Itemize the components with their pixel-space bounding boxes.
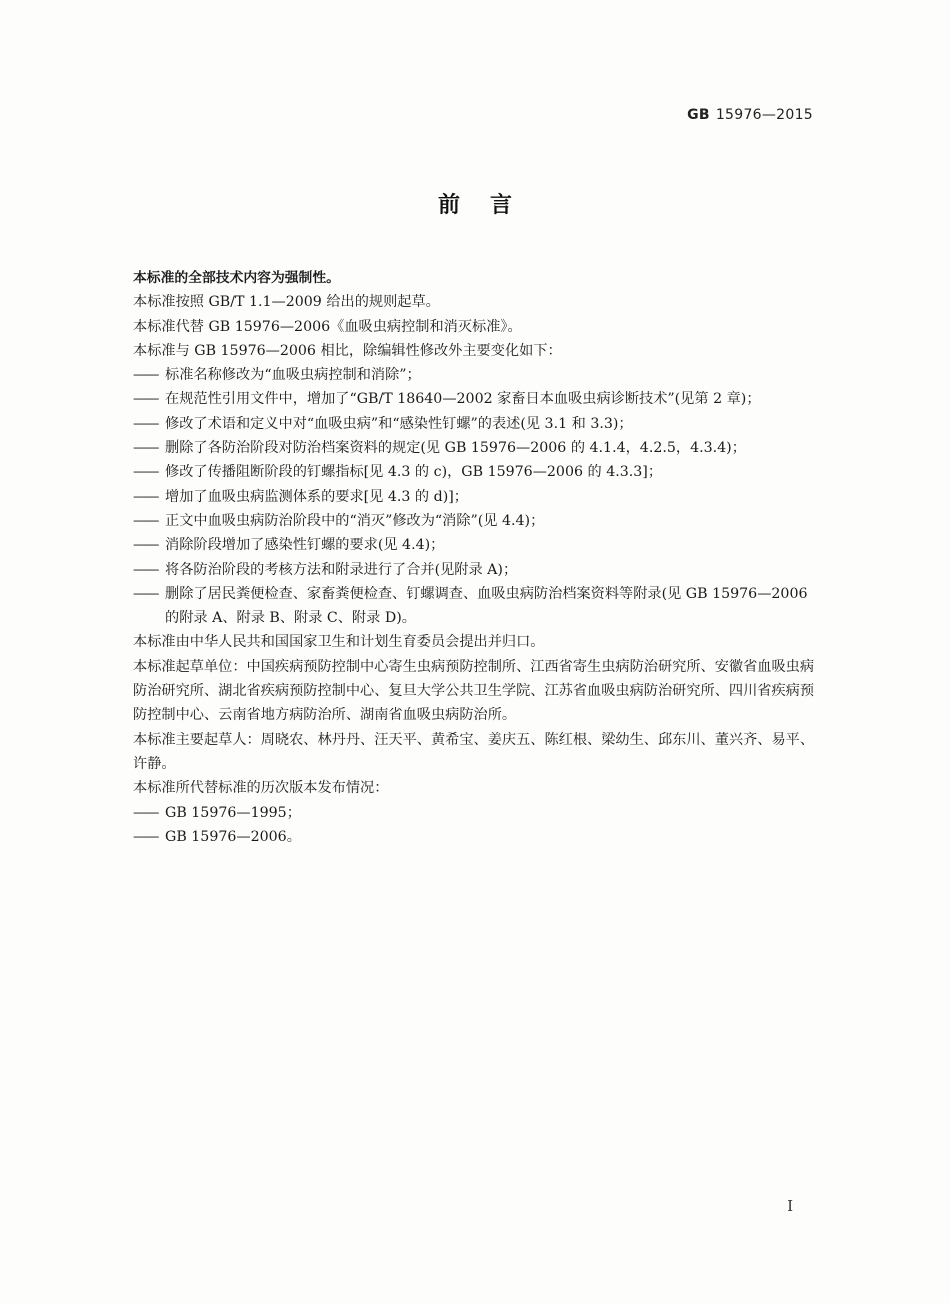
mandatory-statement: 本标准的全部技术内容为强制性。 [133,270,340,286]
drafting-rules-paragraph: 本标准按照 GB/T 1.1—2009 给出的规则起草。 [133,294,440,311]
history-intro-paragraph: 本标准所代替标准的历次版本发布情况： [133,780,389,797]
change-item: —— 增加了血吸虫病监测体系的要求[见 4.3 的 d)]； [133,485,815,509]
change-item: —— 标准名称修改为“血吸虫病控制和消除”； [133,363,815,387]
dash-marker: —— [133,828,158,845]
change-item: —— 正文中血吸虫病防治阶段中的“消灭”修改为“消除”(见 4.4)； [133,509,815,533]
page-title: 前言 [437,193,542,218]
change-item: —— 删除了居民粪便检查、家畜粪便检查、钉螺调查、血吸虫病防治档案资料等附录(见 GB 15976—2006 的附录 A、附录 B、附录 C、附录 D)。 [133,582,815,631]
dash-marker: —— [133,440,158,457]
dash-marker: —— [133,367,158,384]
dash-marker: —— [133,464,158,481]
drafters-paragraph: 本标准主要起草人：周晓农、林丹丹、汪天平、黄希宝、姜庆五、陈红根、梁幼生、邱东川、董兴齐、易平、许静。 [133,731,815,772]
changes-intro-paragraph: 本标准与 GB 15976—2006 相比，除编辑性修改外主要变化如下： [133,342,562,359]
dash-marker: —— [133,585,158,602]
change-item: —— 修改了术语和定义中对“血吸虫病”和“感染性钉螺”的表述(见 3.1 和 3.3)； [133,412,815,436]
drafting-units-paragraph: 本标准起草单位：中国疾病预防控制中心寄生虫病预防控制所、江西省寄生虫病防治研究所、安徽省血吸虫病防治研究所、湖北省疾病预防控制中心、复旦大学公共卫生学院、江苏省血吸虫病防治研究所、四川省疾病预防控制中心、云南省地方病防治所、湖南省血吸虫病防治所。 [133,658,815,724]
dash-marker: —— [133,804,158,821]
standard-number: 15976—2015 [715,107,813,123]
dash-marker: —— [133,512,158,529]
dash-marker: —— [133,415,158,432]
dash-marker: —— [133,561,158,578]
history-item: —— GB 15976—2006。 [133,825,815,849]
dash-marker: —— [133,391,158,408]
page-number: I [787,1197,793,1215]
change-item: —— 在规范性引用文件中，增加了“GB/T 18640—2002 家畜日本血吸虫病诊断技术”(见第 2 章)； [133,387,815,411]
replacement-paragraph: 本标准代替 GB 15976—2006《血吸虫病控制和消灭标准》。 [133,318,522,335]
change-item: —— 修改了传播阻断阶段的钉螺指标[见 4.3 的 c)，GB 15976—2006 的 4.3.3]； [133,460,815,484]
standard-code [687,107,813,123]
standard-prefix: GB [687,107,710,123]
history-item: —— GB 15976—1995； [133,801,815,825]
change-item: —— 删除了各防治阶段对防治档案资料的规定(见 GB 15976—2006 的 4.1.4，4.2.5，4.3.4)； [133,436,815,460]
dash-marker: —— [133,537,158,554]
change-item: —— 消除阶段增加了感染性钉螺的要求(见 4.4)； [133,533,815,557]
foreword-body [133,266,815,849]
change-item: —— 将各防治阶段的考核方法和附录进行了合并(见附录 A)； [133,558,815,582]
proposer-paragraph: 本标准由中华人民共和国国家卫生和计划生育委员会提出并归口。 [133,634,545,651]
dash-marker: —— [133,488,158,505]
